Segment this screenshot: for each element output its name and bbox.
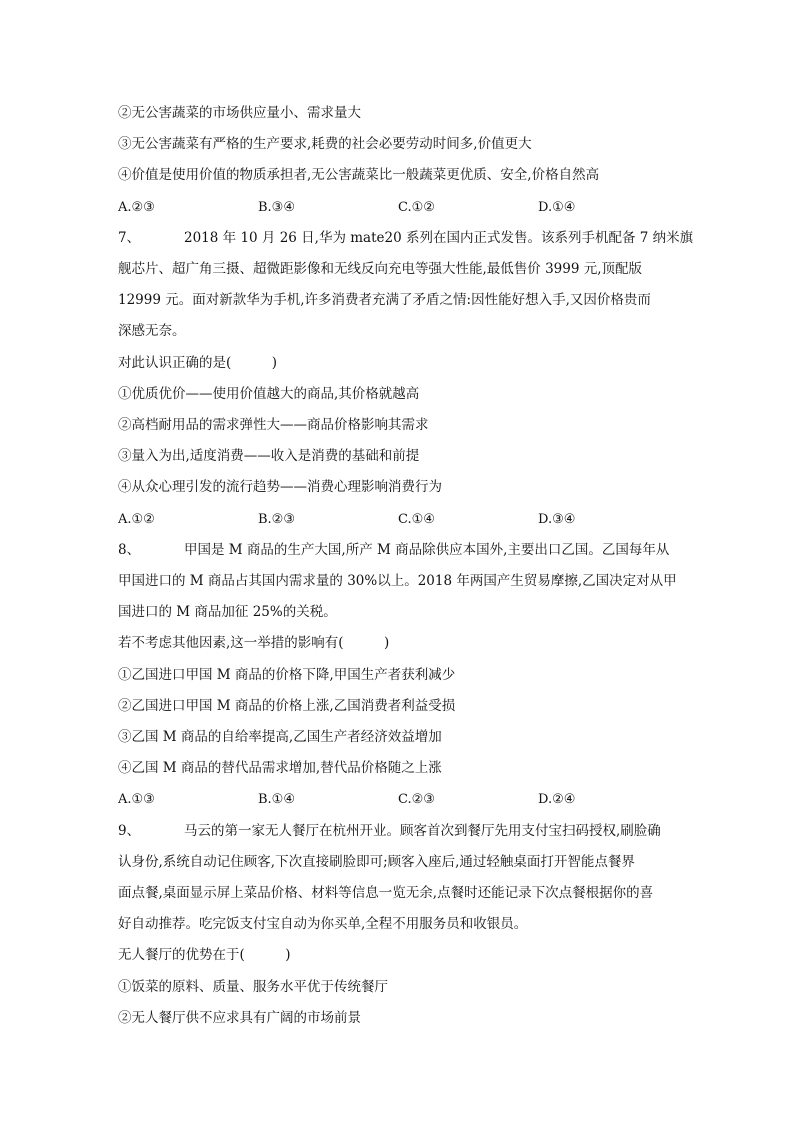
q7-stem-line-4: 深感无奈。 <box>118 323 186 340</box>
q7-stem-text-1: 2018 年 10 月 26 日,华为 mate20 系列在国内正式发售。该系列手机配备 7 纳米旗 <box>184 229 694 246</box>
q7-statement-4: ④从众心理引发的流行趋势——消费心理影响消费行为 <box>118 479 442 496</box>
q7-statement-2: ②高档耐用品的需求弹性大——商品价格影响其需求 <box>118 417 429 434</box>
q8-stem-line-1 <box>118 535 678 566</box>
q7-options <box>118 504 678 535</box>
q9-number: 9、 <box>118 822 141 839</box>
q8-stem-line-2: 甲国进口的 M 商品占其国内需求量的 30%以上。2018 年两国产生贸易摩擦,乙国决定对从甲 <box>118 573 677 590</box>
q7-number: 7、 <box>118 229 141 246</box>
q7-option-a: A.①② <box>118 511 155 527</box>
q6-option-d: D.①④ <box>538 199 576 215</box>
q8-question: 若不考虑其他因素,这一举措的影响有( ) <box>118 635 390 652</box>
q6-option-a: A.②③ <box>118 199 155 215</box>
q9-statement-2: ②无人餐厅供不应求具有广阔的市场前景 <box>118 1009 361 1026</box>
q8-options <box>118 784 678 815</box>
q6-option-b: B.③④ <box>258 199 295 215</box>
q8-option-d: D.②④ <box>538 792 576 808</box>
q9-stem-line-2: 认身份,系统自动记住顾客,下次直接刷脸即可;顾客入座后,通过轻触桌面打开智能点餐界 <box>118 853 635 870</box>
q8-statement-3: ③乙国 M 商品的自给率提高,乙国生产者经济效益增加 <box>118 729 442 746</box>
q8-option-b: B.①④ <box>258 792 295 808</box>
q8-stem-text-1: 甲国是 M 商品的生产大国,所产 M 商品除供应本国外,主要出口乙国。乙国每年从 <box>184 541 670 558</box>
q6-statement-4: ④价值是使用价值的物质承担者,无公害蔬菜比一般蔬菜更优质、安全,价格自然高 <box>118 167 600 184</box>
q9-stem-line-4: 好自动推荐。吃完饭支付宝自动为你买单,全程不用服务员和收银员。 <box>118 916 528 933</box>
q6-options <box>118 192 678 223</box>
q6-statement-2: ②无公害蔬菜的市场供应量小、需求量大 <box>118 105 361 121</box>
q8-stem-line-3: 国进口的 M 商品加征 25%的关税。 <box>118 604 337 621</box>
q8-option-a: A.①③ <box>118 792 155 808</box>
q6-option-c: C.①② <box>398 199 435 215</box>
q7-stem-line-1 <box>118 223 694 254</box>
q8-number: 8、 <box>118 541 141 558</box>
q8-statement-2: ②乙国进口甲国 M 商品的价格上涨,乙国消费者利益受损 <box>118 697 456 714</box>
q9-question: 无人餐厅的优势在于( ) <box>118 947 291 964</box>
q7-statement-3: ③量入为出,适度消费——收入是消费的基础和前提 <box>118 448 420 465</box>
q9-stem-line-1 <box>118 816 678 847</box>
q9-statement-1: ①饭菜的原料、质量、服务水平优于传统餐厅 <box>118 978 388 995</box>
q7-option-b: B.②③ <box>258 511 295 527</box>
q7-stem-line-2: 舰芯片、超广角三摄、超微距影像和无线反向充电等强大性能,最低售价 3999 元,顶配版 <box>118 261 643 278</box>
q7-option-c: C.①④ <box>398 511 435 527</box>
q7-option-d: D.③④ <box>538 511 576 527</box>
q8-statement-4: ④乙国 M 商品的替代品需求增加,替代品价格随之上涨 <box>118 760 442 777</box>
document-page <box>118 98 694 1034</box>
q8-statement-1: ①乙国进口甲国 M 商品的价格下降,甲国生产者获利减少 <box>118 666 456 683</box>
q8-option-c: C.②③ <box>398 792 435 808</box>
q9-stem-text-1: 马云的第一家无人餐厅在杭州开业。顾客首次到餐厅先用支付宝扫码授权,刷脸确 <box>184 822 661 839</box>
q6-statement-3: ③无公害蔬菜有严格的生产要求,耗费的社会必要劳动时间多,价值更大 <box>118 136 532 153</box>
q9-stem-line-3: 面点餐,桌面显示屏上菜品价格、材料等信息一览无余,点餐时还能记录下次点餐根据你的喜 <box>118 885 654 902</box>
q7-question: 对此认识正确的是( ) <box>118 354 278 371</box>
q7-stem-line-3: 12999 元。面对新款华为手机,许多消费者充满了矛盾之情:因性能好想入手,又因价格贵而 <box>118 292 651 309</box>
q7-statement-1: ①优质优价——使用价值越大的商品,其价格就越高 <box>118 385 420 402</box>
